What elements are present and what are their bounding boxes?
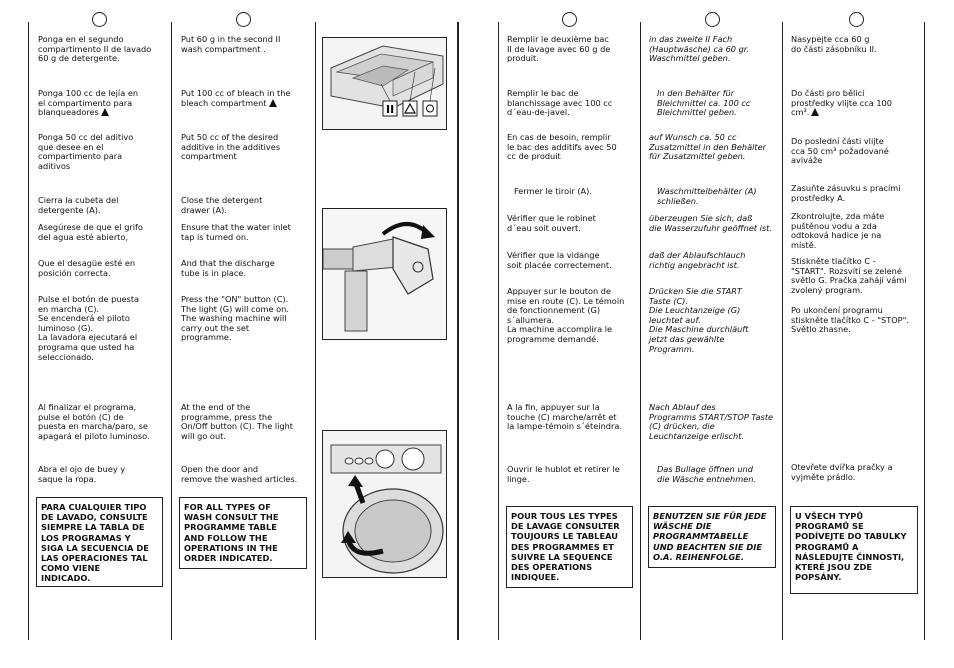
column-divider [171, 22, 172, 640]
column-divider [315, 22, 316, 640]
drawer-label-ii: II [386, 103, 395, 116]
program-knob [402, 448, 424, 470]
step-5-text: Zkontrolujte, zda máte puštěnou vodu a zda odtoková hadice je na místě. [791, 211, 885, 250]
bleach-triangle-icon [269, 99, 277, 107]
step-2-text: Remplir le bac de blanchissage avec 100 cc d´eau-de-javel. [507, 88, 613, 118]
step-7-text: Press the "ON" button (C). The light (G) will come on. The washing machine will carry out the set programme. [181, 294, 289, 343]
step-8-text: At the end of the programme, press the On/Off button (C). The light will go out. [181, 402, 293, 441]
column-divider [924, 22, 925, 640]
step-8-text: Al finalizar el programa, pulse el botón (C) de puesta en marcha/paro, se apagará el piloto luminoso. [38, 402, 150, 441]
step-4-text: Waschmittelbehälter (A) schließen. [657, 186, 757, 206]
step-1-text: in das zweite II Fach (Hauptwäsche) ca 60 gr. Waschmittel geben. [649, 34, 750, 64]
control-button [365, 458, 373, 464]
door-drawing [323, 431, 446, 577]
step-2-text: Do části pro bělicí prostředky vlijte cca 100 cm³. [791, 88, 892, 118]
step-4-text: Cierra la cubeta del detergente (A). [38, 195, 119, 215]
language-marker-cz [849, 12, 864, 27]
step-2-text: Ponga 100 cc de lejía en el compartimento para blanqueadores [38, 88, 139, 118]
step-3-text: Do poslední části vlijte cca 50 cm³ požadované aviváže [791, 136, 889, 166]
step-9-text: Ouvrir le hublot et retirer le linge. [507, 464, 620, 484]
step-6-text: Vérifier que la vidange soit placée correctement. [507, 250, 612, 270]
step-9-text: Das Bullage öffnen und die Wäsche entnehmen. [657, 464, 757, 484]
bleach-triangle-icon [101, 108, 109, 116]
notice-box: POUR TOUS LES TYPES DE LAVAGE CONSULTER TOUJOURS LE TABLEAU DES PROGRAMMES ET SUIVRE LA SEQUENCE DES OPERATIONS INDIQUEE. [506, 506, 633, 588]
column-divider [28, 22, 29, 640]
step-1-text: Nasypejte cca 60 g do části zásobníku II. [791, 34, 877, 54]
step-1-text: Put 60 g in the second II wash compartment . [181, 34, 281, 54]
language-marker-de [705, 12, 720, 27]
tap-drawing [323, 209, 446, 339]
step-3-text: Ponga 50 cc del aditivo que desee en el compartimento para aditivos [38, 132, 134, 171]
column-divider [498, 22, 499, 640]
page-divider [457, 22, 459, 640]
step-5-text: Asegúrese de que el grifo del agua esté abierto, [38, 222, 143, 242]
language-marker-es [92, 12, 107, 27]
step-8-text: Otevřete dvířka pračky a vyjměte prádlo. [791, 462, 893, 482]
detergent-drawer-illustration [322, 37, 447, 130]
step-2-text: Put 100 cc of bleach in the bleach compartment [181, 88, 291, 108]
step-6-text: daß der Ablaufschlauch richtig angebracht ist. [649, 250, 746, 270]
step-3-text: En cas de besoin, remplir le bac des additifs avec 50 cc de produit [507, 132, 617, 162]
machine-door-illustration [322, 430, 447, 578]
step-9-text: Abra el ojo de buey y saque la ropa. [38, 464, 126, 484]
step-9-text: Open the door and remove the washed articles. [181, 464, 298, 484]
control-button [345, 458, 353, 464]
step-6-text: Que el desagüe esté en posición correcta. [38, 258, 136, 278]
step-7-text: Pulse el botón de puesta en marcha (C). Se encenderá el piloto luminoso (G). La lavadora ejecutará el programa que usted ha seleccionado. [38, 294, 140, 362]
column-divider [640, 22, 641, 640]
water-tap-illustration [322, 208, 447, 340]
program-knob [376, 450, 394, 468]
notice-box: FOR ALL TYPES OF WASH CONSULT THE PROGRAMME TABLE AND FOLLOW THE OPERATIONS IN THE ORDER INDICATED. [179, 497, 307, 569]
step-3-text: Put 50 cc of the desired additive in the additives compartment [181, 132, 281, 162]
step-4-text: Fermer le tiroir (A). [514, 186, 592, 196]
step-1-text: Ponga en el segundo compartimento II de lavado 60 g de detergente. [38, 34, 152, 64]
language-marker-fr [562, 12, 577, 27]
notice-box: BENUTZEN SIE FÜR JEDE WÄSCHE DIE PROGRAMMTABELLE UND BEACHTEN SIE DIE O.A. REIHENFOLGE. [648, 506, 776, 568]
step-7-text: Appuyer sur le bouton de mise en route (C). Le témoin de fonctionnement (G) s´allumera. La machine accomplira le programme demandé. [507, 286, 625, 344]
step-5-text: Vérifier que le robinet d´eau soit ouvert. [507, 213, 596, 233]
step-4-text: Zasuňte zásuvku s pracími prostředky A. [791, 183, 901, 203]
step-4-text: Close the detergent drawer (A). [181, 195, 263, 215]
step-2-text: In den Behälter für Bleichmittel ca. 100 cc Bleichmittel geben. [657, 88, 751, 118]
bleach-triangle-icon [811, 108, 819, 116]
step-5-text: Ensure that the water inlet tap is turned on. [181, 222, 291, 242]
drawer-drawing [323, 38, 446, 129]
step-6-text: And that the discharge tube is in place. [181, 258, 275, 278]
step-1-text: Remplir le deuxième bac II de lavage avec 60 g de produit. [507, 34, 611, 64]
control-button [355, 458, 363, 464]
step-5-text: überzeugen Sie sich, daß die Wasserzufuhr geöffnet ist. [649, 213, 772, 233]
notice-box: PARA CUALQUIER TIPO DE LAVADO, CONSULTE SIEMPRE LA TABLA DE LOS PROGRAMAS Y SIGA LA SECUENCIA DE LAS OPERACIONES TAL COMO VIENE INDICADO. [36, 497, 163, 587]
step-8-text: A la fin, appuyer sur la touche (C) marche/arrêt et la lampe-témoin s´éteindra. [507, 402, 622, 432]
column-divider [782, 22, 783, 640]
step-8-text: Nach Ablauf des Programms START/STOP Taste (C) drücken, die Leuchtanzeige erlischt. [649, 402, 774, 441]
step-7-text: Drücken Sie die START Taste (C). Die Leuchtanzeige (G) leuchtet auf. Die Maschine durchläuft jetzt das gewählte Programm. [649, 286, 749, 354]
language-marker-en [236, 12, 251, 27]
step-3-text: auf Wunsch ca. 50 cc Zusatzmittel in den Behälter für Zusatzmittel geben. [649, 132, 767, 162]
step-6-text: Stiskněte tlačítko C - "START". Rozsvítí se zelené světlo G. Pračka zahájí vámi zvolený program. [791, 256, 907, 295]
notice-box: U VŠECH TYPŮ PROGRAMŮ SE PODÍVEJTE DO TABULKY PROGRAMŮ A NÁSLEDUJTE ČINNOSTI, KTERÉ JSOU ZDE POPSÁNY. [790, 506, 918, 594]
step-7-text: Po ukončení programu stiskněte tlačítko C - "STOP". Světlo zhasne. [791, 305, 909, 335]
